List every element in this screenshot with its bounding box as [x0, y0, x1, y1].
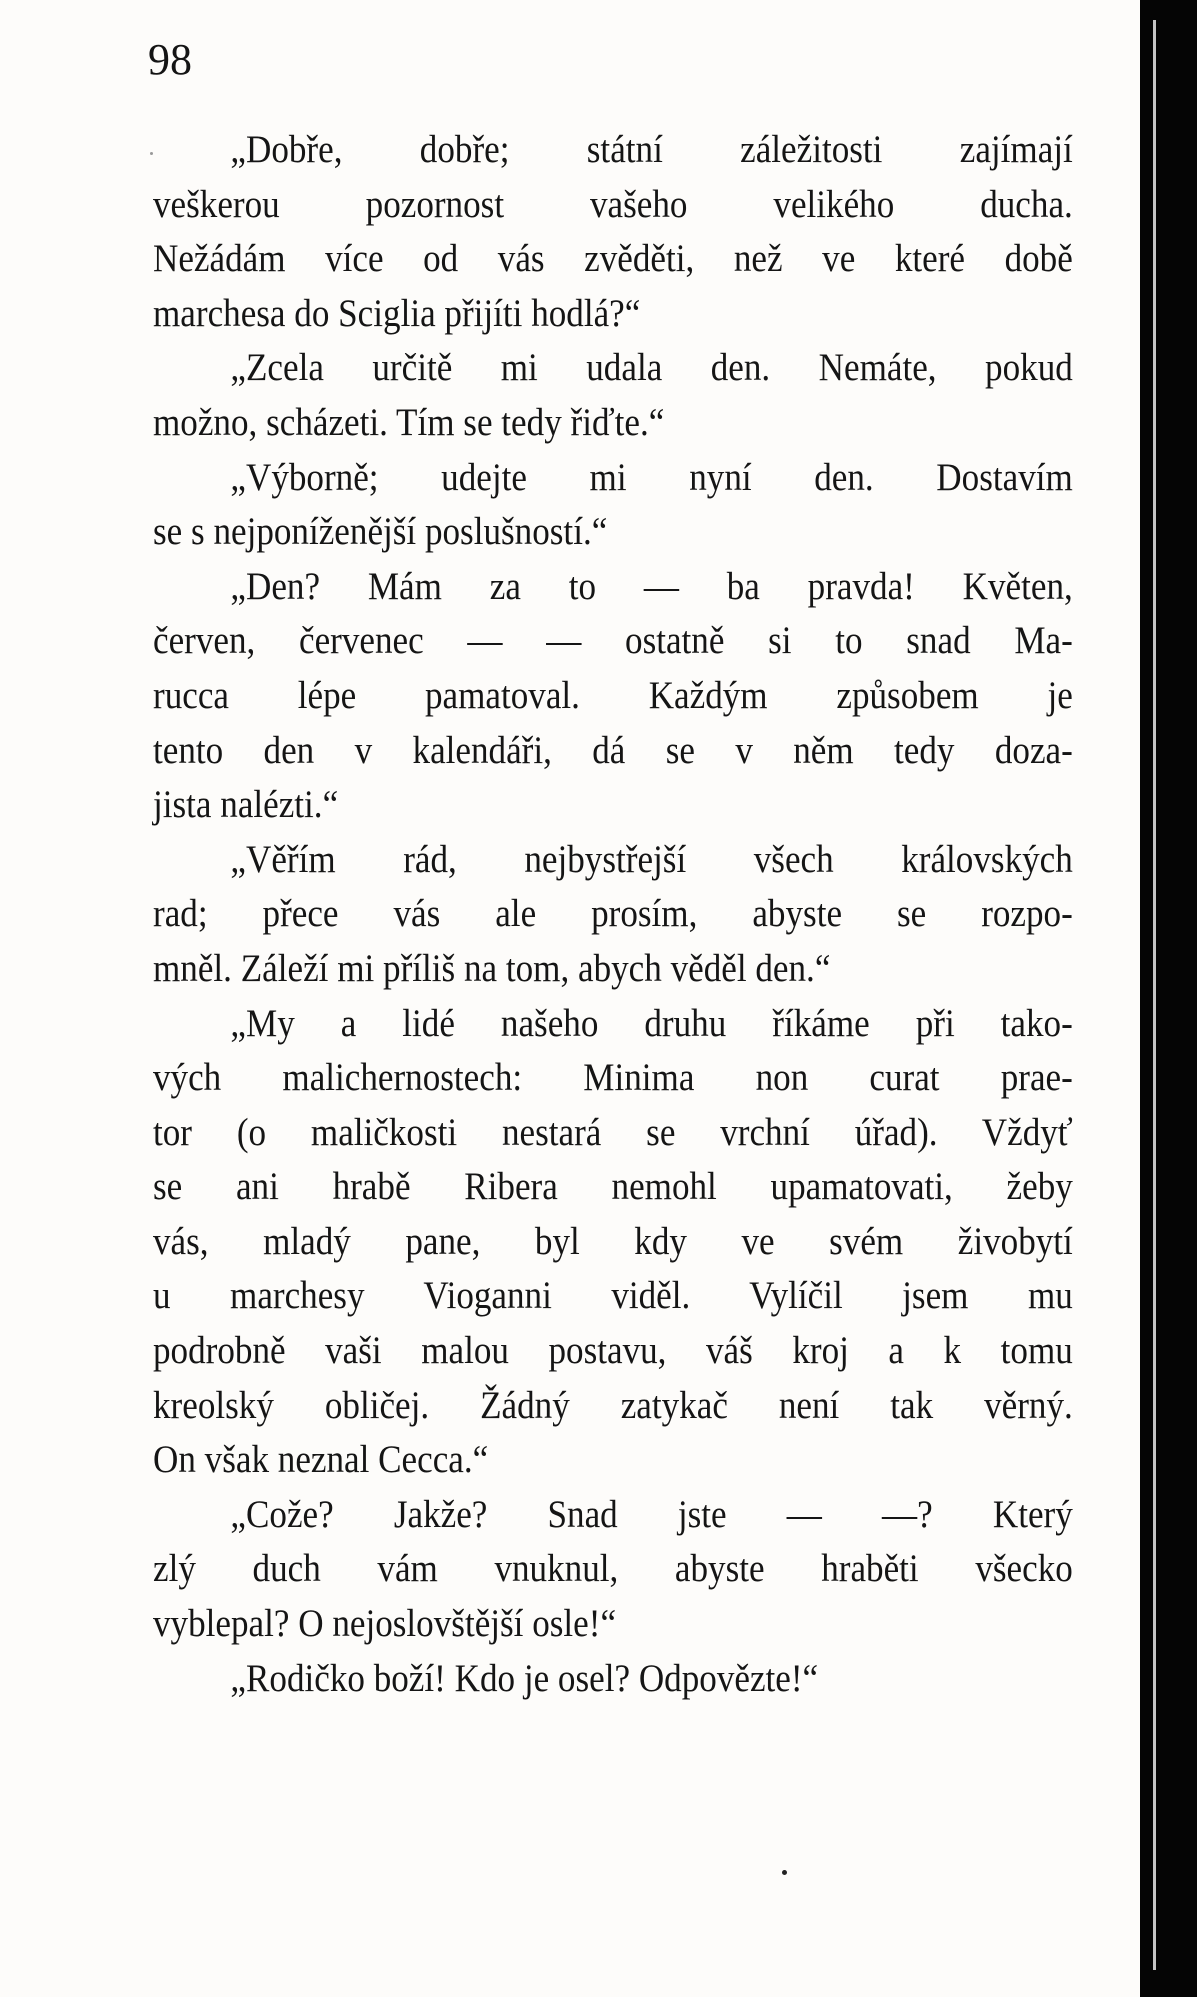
- text-line: rad; přece vás ale prosím, abyste se rozpo-: [153, 892, 1073, 936]
- text-line: červen, červenec — — ostatně si to snad Ma-: [153, 619, 1073, 663]
- text-line: „Věřím rád, nejbystřejší všech královských: [230, 837, 1073, 881]
- text-line: „Rodičko boží! Kdo je osel? Odpovězte!“: [230, 1656, 819, 1700]
- text-line: podrobně vaši malou postavu, váš kroj a k tomu: [153, 1329, 1073, 1373]
- page-number: 98: [148, 35, 192, 84]
- text-line: „Dobře, dobře; státní záležitosti zajímají: [230, 128, 1073, 171]
- text-line: Nežádám více od vás zvěděti, než ve které době: [153, 237, 1073, 281]
- page-edge-line: [1153, 20, 1156, 1970]
- text-line: marchesa do Sciglia přijíti hodlá?“: [153, 291, 641, 335]
- text-line: „My a lidé našeho druhu říkáme při tako-: [230, 1001, 1073, 1045]
- text-line: jista nalézti.“: [153, 783, 339, 827]
- scan-border: [1140, 0, 1197, 1997]
- text-line: mněl. Záleží mi příliš na tom, abych věděl den.“: [153, 946, 831, 990]
- text-line: se ani hrabě Ribera nemohl upamatovati, žeby: [153, 1165, 1073, 1209]
- text-line: kreolský obličej. Žádný zatykač není tak věrný.: [153, 1383, 1073, 1427]
- text-line: se s nejponíženější poslušností.“: [153, 510, 608, 554]
- text-line: „Cože? Jakže? Snad jste — —? Který: [230, 1492, 1073, 1536]
- text-line: tor (o maličkosti nestará se vrchní úřad). Vždyť: [153, 1110, 1073, 1154]
- text-line: zlý duch vám vnuknul, abyste hraběti všecko: [153, 1547, 1073, 1591]
- body-text: [153, 123, 1073, 1706]
- text-line: vás, mladý pane, byl kdy ve svém živobytí: [153, 1219, 1073, 1263]
- text-line: rucca lépe pamatoval. Každým způsobem je: [153, 673, 1073, 717]
- text-line: „Výborně; udejte mi nyní den. Dostavím: [230, 455, 1073, 499]
- text-line: vyblepal? O nejoslovštější osle!“: [153, 1602, 617, 1646]
- text-line: možno, scházeti. Tím se tedy řiďte.“: [153, 400, 665, 444]
- text-line: tento den v kalendáři, dá se v něm tedy doza-: [153, 728, 1073, 772]
- text-line: On však neznal Cecca.“: [153, 1438, 489, 1482]
- text-line: vých malichernostech: Minima non curat prae-: [153, 1056, 1073, 1100]
- text-line: „Den? Mám za to — ba pravda! Květen,: [230, 564, 1073, 608]
- text-line: „Zcela určitě mi udala den. Nemáte, pokud: [230, 346, 1073, 390]
- text-line: veškerou pozornost vašeho velikého ducha.: [153, 182, 1073, 226]
- ink-speck: [782, 1870, 787, 1875]
- text-line: u marchesy Vioganni viděl. Vylíčil jsem mu: [153, 1274, 1073, 1318]
